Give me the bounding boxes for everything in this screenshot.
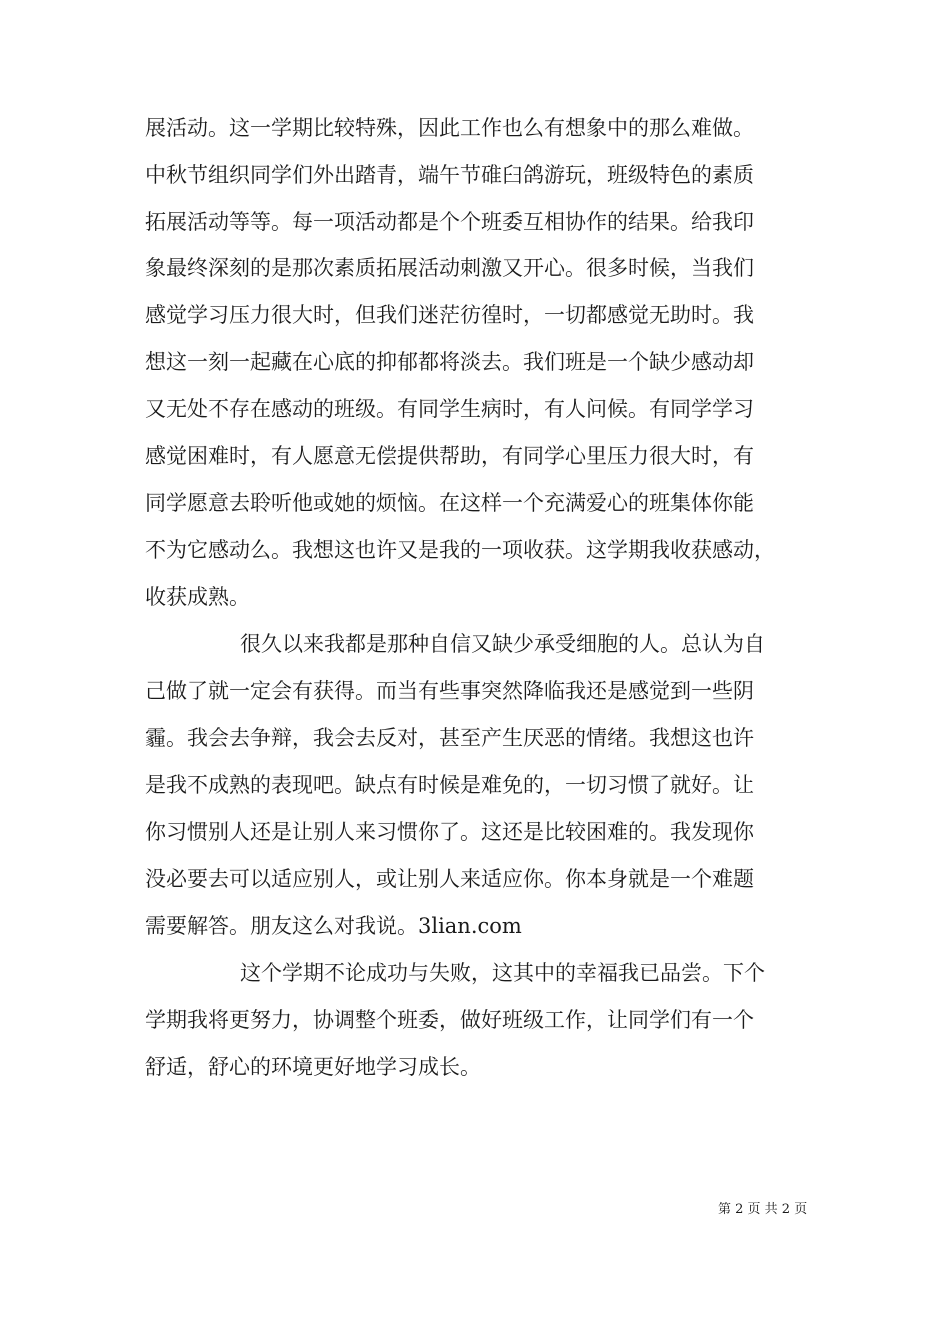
text-line: 想这一刻一起藏在心底的抑郁都将淡去。我们班是一个缺少感动却 bbox=[145, 350, 754, 374]
text-line: 拓展活动等等。每一项活动都是个个班委互相协作的结果。给我印 bbox=[145, 210, 754, 234]
text-line: 感觉困难时，有人愿意无偿提供帮助，有同学心里压力很大时，有 bbox=[145, 444, 754, 468]
text-line: 霾。我会去争辩，我会去反对，甚至产生厌恶的情绪。我想这也许 bbox=[145, 726, 754, 750]
text-line: 感觉学习压力很大时，但我们迷茫彷徨时，一切都感觉无助时。我 bbox=[145, 303, 754, 327]
text-line: 是我不成熟的表现吧。缺点有时候是难免的，一切习惯了就好。让 bbox=[145, 773, 754, 797]
text-line: 学期我将更努力，协调整个班委，做好班级工作，让同学们有一个 bbox=[145, 1008, 754, 1032]
text-line: 很久以来我都是那种自信又缺少承受细胞的人。总认为自 bbox=[240, 632, 765, 656]
text-line: 中秋节组织同学们外出踏青，端午节碓臼鸽游玩，班级特色的素质 bbox=[145, 163, 754, 187]
page-footer: 第 2 页 共 2 页 bbox=[718, 1202, 808, 1217]
text-line: 需要解答。朋友这么对我说。3lian.com bbox=[145, 914, 522, 938]
text-line: 收获成熟。 bbox=[145, 585, 250, 609]
text-line: 展活动。这一学期比较特殊，因此工作也么有想象中的那么难做。 bbox=[145, 116, 754, 140]
text-line: 这个学期不论成功与失败，这其中的幸福我已品尝。下个 bbox=[240, 961, 765, 985]
text-line: 舒适，舒心的环境更好地学习成长。 bbox=[145, 1055, 481, 1079]
text-line: 你习惯别人还是让别人来习惯你了。这还是比较困难的。我发现你 bbox=[145, 820, 754, 844]
text-line: 没必要去可以适应别人，或让别人来适应你。你本身就是一个难题 bbox=[145, 867, 754, 891]
text-line: 同学愿意去聆听他或她的烦恼。在这样一个充满爱心的班集体你能 bbox=[145, 491, 754, 515]
text-line: 己做了就一定会有获得。而当有些事突然降临我还是感觉到一些阴 bbox=[145, 679, 754, 703]
text-line: 不为它感动么。我想这也许又是我的一项收获。这学期我收获感动， bbox=[145, 538, 775, 562]
text-line: 象最终深刻的是那次素质拓展活动刺激又开心。很多时候，当我们 bbox=[145, 256, 754, 280]
text-line: 又无处不存在感动的班级。有同学生病时，有人问候。有同学学习 bbox=[145, 397, 754, 421]
